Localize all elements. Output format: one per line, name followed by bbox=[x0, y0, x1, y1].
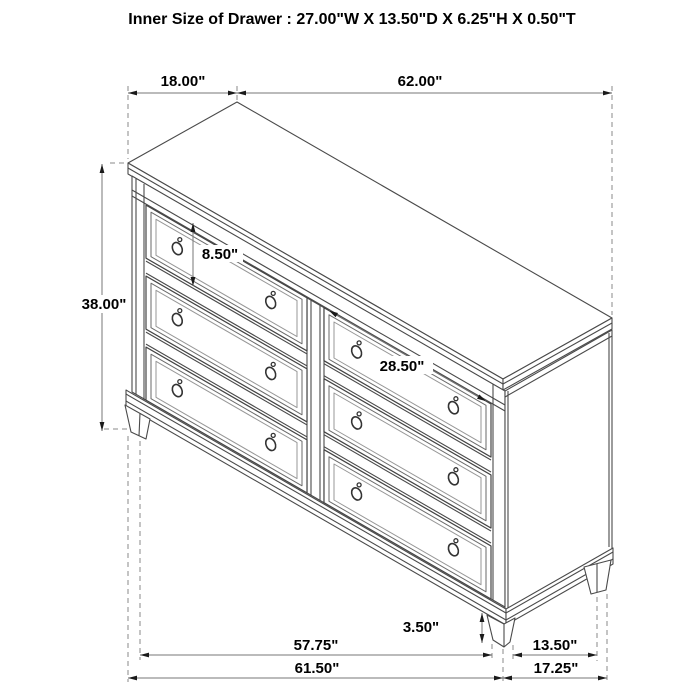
center-stile bbox=[307, 298, 324, 503]
dim-label-leg-height: 3.50" bbox=[402, 619, 440, 636]
dim-label-top-depth: 18.00" bbox=[160, 73, 206, 90]
dim-label-drawer-front-height: 8.50" bbox=[201, 246, 239, 263]
dresser-drawing bbox=[125, 102, 613, 647]
dim-label-base-depth: 17.25" bbox=[533, 660, 579, 677]
diagram-title: Inner Size of Drawer : 27.00"W X 13.50"D X 6.25"H X 0.50"T bbox=[128, 11, 576, 28]
dim-label-overall-height: 38.00" bbox=[81, 296, 127, 313]
dim-label-front-leg-span: 57.75" bbox=[293, 637, 339, 654]
dim-label-side-leg-span: 13.50" bbox=[532, 637, 578, 654]
dim-label-drawer-inner-width: 28.50" bbox=[379, 358, 425, 375]
dim-label-base-width: 61.50" bbox=[294, 660, 340, 677]
dim-label-top-width: 62.00" bbox=[397, 73, 443, 90]
